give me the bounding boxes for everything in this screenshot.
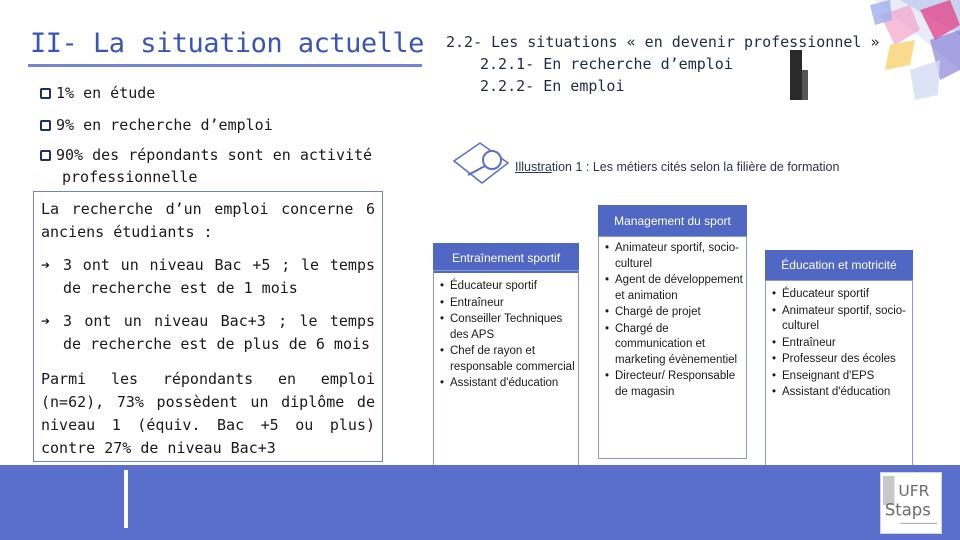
category-box-education bbox=[765, 280, 913, 470]
illustration-caption: Illustration 1 : Les métiers cités selon la filière de formation bbox=[515, 160, 840, 174]
list-item: • Éducateur sportif bbox=[766, 287, 910, 303]
magnifier-illustration-icon bbox=[452, 139, 512, 187]
list-item: • Agent de développement et animation bbox=[599, 273, 744, 304]
bullet-text: 90% des répondants sont en activité bbox=[56, 146, 373, 164]
list-item: • Animateur sportif, socio-culturel bbox=[766, 304, 910, 335]
list-item: • Assistant d'éducation bbox=[766, 385, 910, 401]
summary-point-bac5: ➔ 3 ont un niveau Bac +5 ; le temps de recherche est de 1 mois bbox=[41, 256, 375, 297]
section-heading-main: 2.2- Les situations « en devenir professionnel » bbox=[446, 33, 880, 51]
list-item: • Professeur des écoles bbox=[766, 352, 910, 368]
list-item: • Entraîneur bbox=[434, 296, 576, 312]
list-item: • Chargé de projet bbox=[599, 305, 744, 321]
svg-text:Staps: Staps bbox=[884, 500, 931, 520]
category-header-education: Éducation et motricité bbox=[765, 250, 913, 280]
list-item: • Éducateur sportif bbox=[434, 279, 576, 295]
bullet-etude bbox=[40, 82, 155, 104]
bullet-text: 9% en recherche d’emploi bbox=[56, 116, 273, 134]
list-item: • Chargé de communication et marketing évènementiel bbox=[599, 322, 744, 369]
bullet-text-continued: professionnelle bbox=[62, 168, 198, 186]
category-header-management: Management du sport bbox=[598, 205, 747, 236]
footer-divider bbox=[124, 470, 128, 528]
footer-bar bbox=[0, 465, 960, 540]
summary-intro: La recherche d’un emploi concerne 6 anciens étudiants : bbox=[41, 200, 375, 241]
ufr-staps-logo bbox=[880, 472, 942, 534]
summary-point-bac3: ➔ 3 ont un niveau Bac+3 ; le temps de recherche est de plus de 6 mois bbox=[41, 312, 375, 353]
subsection-emploi: 2.2.2- En emploi bbox=[480, 77, 625, 95]
subsection-recherche: 2.2.1- En recherche d’emploi bbox=[480, 55, 733, 73]
arrow-right-icon: ➔ bbox=[41, 256, 51, 274]
page-title: II- La situation actuelle bbox=[30, 28, 424, 59]
summary-conclusion: Parmi les répondants en emploi (n=62), 73% possèdent un diplôme de niveau 1 (équiv. Bac +5 ou plus) contre 27% de niveau Bac+3 bbox=[41, 370, 375, 457]
svg-text:UFR: UFR bbox=[898, 482, 930, 501]
category-box-entrainement bbox=[433, 270, 579, 470]
list-item: • Assistant d'éducation bbox=[434, 376, 576, 392]
list-item: • Animateur sportif, socio-culturel bbox=[599, 241, 744, 272]
bullet-text: 1% en étude bbox=[56, 84, 156, 102]
list-item: • Directeur/ Responsable de magasin bbox=[599, 369, 744, 400]
summary-box bbox=[33, 191, 383, 462]
checkbox-bullet-icon bbox=[40, 88, 51, 99]
list-item: • Conseiller Techniques des APS bbox=[434, 312, 576, 343]
checkbox-bullet-icon bbox=[40, 150, 51, 161]
list-item: • Enseignant d'EPS bbox=[766, 369, 910, 385]
section-heading bbox=[446, 31, 879, 97]
arrow-right-icon: ➔ bbox=[41, 312, 51, 330]
bullet-recherche bbox=[40, 114, 273, 136]
list-item: • Chef de rayon et responsable commercial bbox=[434, 344, 576, 375]
category-header-entrainement: Entraînement sportif bbox=[433, 243, 579, 273]
bullet-activite bbox=[40, 144, 376, 188]
title-underline bbox=[28, 64, 422, 67]
category-box-management bbox=[598, 236, 747, 459]
list-item: • Entraîneur bbox=[766, 336, 910, 352]
checkbox-bullet-icon bbox=[40, 120, 51, 131]
